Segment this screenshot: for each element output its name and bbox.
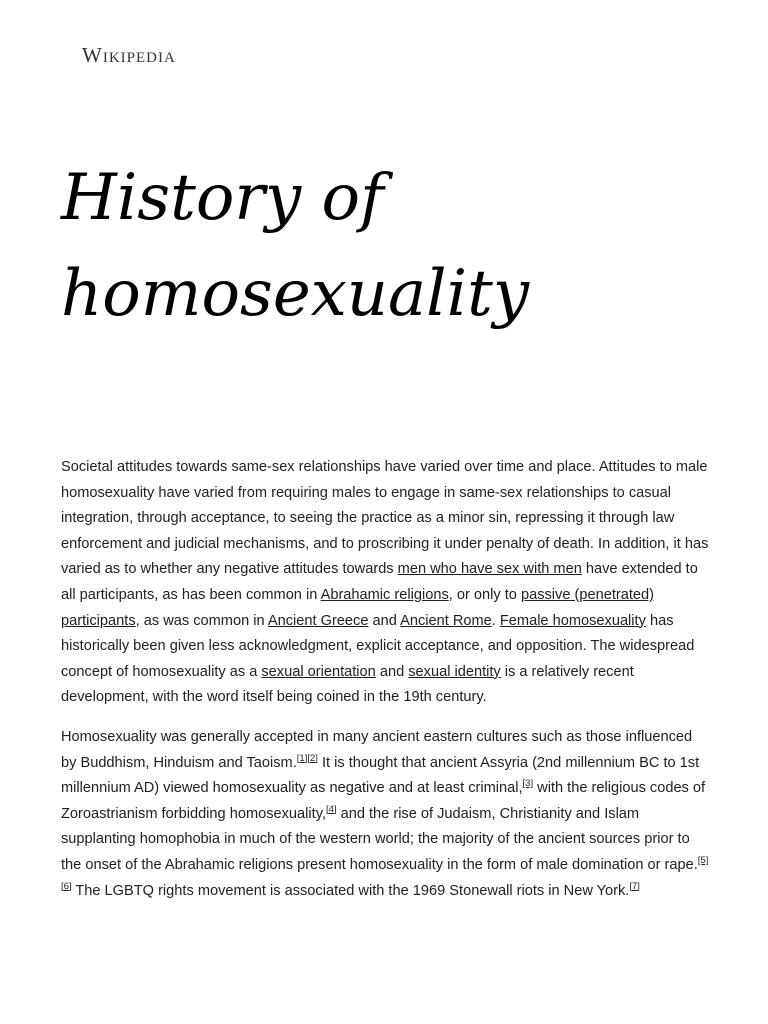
citation-3[interactable] [523, 778, 534, 789]
paragraph-1 [61, 455, 709, 711]
citation-4[interactable] [326, 804, 337, 815]
text: has historically been given less acknowledgment, explicit acceptance, and opposition. The widespread concept of homosexuality as a [61, 612, 695, 680]
text: Societal attitudes towards same-sex relationships have varied over time and place. Attitudes to male homosexuality have varied from requiring males to engage in same-sex relationships to casual integration, through acceptance, to seeing the practice as a minor sin, repressing it through law enforcement and judicial mechanisms, and to proscribing it under penalty of death. In addition, it has varied as to whether any negative attitudes towards [61, 459, 709, 578]
link-ancient-rome[interactable]: Ancient Rome [400, 612, 492, 629]
text: , as was common in [135, 612, 268, 629]
text: and [368, 612, 401, 629]
citation-link[interactable]: [5] [697, 855, 709, 867]
paragraph-2 [61, 725, 709, 904]
article-body [61, 455, 709, 918]
link-passive-participants[interactable]: passive (penetrated) participants [61, 586, 655, 629]
page-title: History of homosexuality [61, 161, 529, 331]
citation-link[interactable]: [3] [522, 778, 534, 790]
link-female-homosexuality[interactable]: Female homosexuality [499, 612, 646, 629]
text: . [491, 612, 500, 629]
wikipedia-logo[interactable]: Wikipedia [82, 43, 176, 67]
text: Homosexuality was generally accepted in many ancient eastern cultures such as those influenced by Buddhism, Hinduism and Taoism. [61, 728, 693, 771]
text: , or only to [448, 586, 521, 603]
citation-1[interactable] [297, 753, 308, 764]
text: and the rise of Judaism, Christianity and Islam supplanting homophobia in much of the western world; the majority of the ancient sources prior to the onset of the Abrahamic religions present homosexuality in the form of male domination or rape. [61, 805, 698, 873]
citation-link[interactable]: [7] [629, 880, 640, 892]
link-sexual-identity[interactable]: sexual identity [408, 663, 501, 680]
link-sexual-orientation[interactable]: sexual orientation [261, 663, 376, 680]
text: have extended to all participants, as has been common in [61, 561, 698, 603]
citation-7[interactable] [629, 881, 640, 892]
citation-6[interactable] [61, 881, 72, 892]
text: and [375, 663, 409, 680]
citation-link[interactable]: [1] [296, 752, 308, 764]
citation-5[interactable] [698, 855, 709, 866]
text: The LGBTQ rights movement is associated with the 1969 Stonewall riots in New York. [71, 882, 630, 899]
link-ancient-greece[interactable]: Ancient Greece [267, 612, 369, 629]
text: It is thought that ancient Assyria (2nd millennium BC to 1st millennium AD) viewed homosexuality as negative and at least criminal, [61, 754, 700, 797]
citation-link[interactable]: [4] [325, 803, 337, 815]
link-abrahamic-religions[interactable]: Abrahamic religions [320, 586, 449, 603]
citation-link[interactable]: [6] [61, 880, 72, 892]
text: with the religious codes of Zoroastrianism forbidding homosexuality, [61, 780, 706, 822]
link-men-who-have-sex-with-men[interactable]: men who have sex with men [397, 561, 582, 578]
text: is a relatively recent development, with the word itself being coined in the 19th century. [61, 663, 634, 706]
citation-2[interactable] [307, 753, 318, 764]
citation-link[interactable]: [2] [307, 752, 318, 764]
